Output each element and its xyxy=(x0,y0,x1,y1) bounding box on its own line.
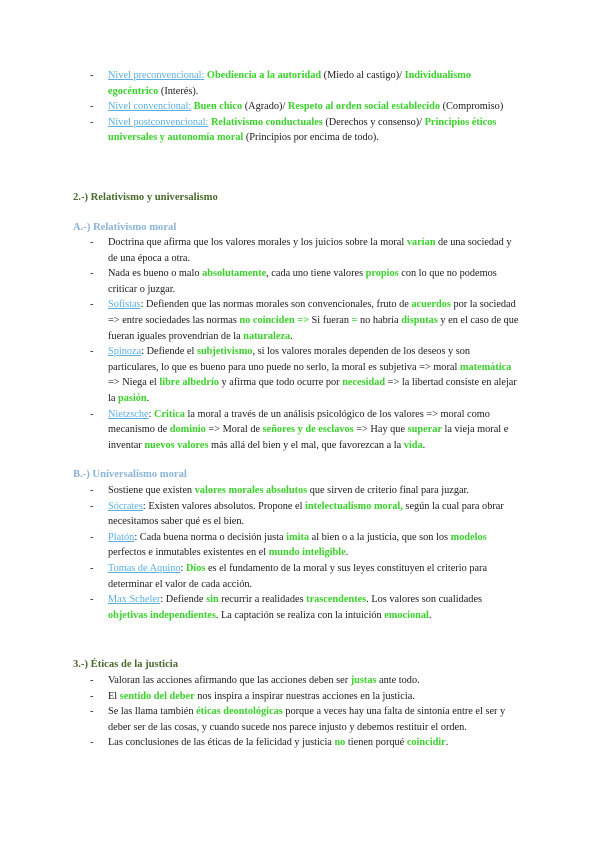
text-segment: : Cada buena norma o decisión justa xyxy=(134,531,287,543)
bullet-dash: - xyxy=(90,737,94,749)
text-segment: : Defiende xyxy=(160,594,207,606)
list-item xyxy=(90,530,522,561)
highlight-term: Dios xyxy=(185,562,206,574)
list-item xyxy=(90,704,522,735)
text-segment: Nada es bueno o malo xyxy=(108,268,203,280)
list-item xyxy=(90,483,522,499)
text-segment: la vieja moral e inventar xyxy=(108,424,509,451)
text-segment: Sostiene que existen xyxy=(108,485,195,496)
highlight-term: mundo inteligible xyxy=(268,547,346,559)
text-segment: al bien o a la justicia, que son los xyxy=(309,531,451,543)
text-segment: tienen porqué xyxy=(345,737,407,749)
text-segment: por la sociedad => entre sociedades las normas xyxy=(108,299,516,326)
text-segment: . Los valores son cualidades xyxy=(366,594,483,606)
text-segment: : Defienden que las normas morales son convencionales, fruto de xyxy=(140,299,412,311)
text-segment: Las conclusiones de las éticas de la felicidad y justicia xyxy=(108,737,335,749)
author-name: Nivel preconvencional: xyxy=(108,70,205,81)
author-name: Platón xyxy=(108,531,135,543)
text-segment: . xyxy=(146,392,150,404)
text-segment: => Hay que xyxy=(353,424,408,436)
bullet-dash: - xyxy=(90,101,94,113)
highlight-term: pasión xyxy=(118,392,147,404)
author-name: Nivel convencional: xyxy=(108,101,192,113)
section-b-heading: B.-) Universalismo moral xyxy=(73,469,187,480)
text-segment: (Principios por encima de todo). xyxy=(243,132,379,144)
highlight-term: sin xyxy=(206,594,219,606)
list-item xyxy=(90,99,522,115)
section-a-heading: A.-) Relativismo moral xyxy=(73,222,177,233)
highlight-term: absolutamente xyxy=(202,268,267,280)
text-segment: ante todo. xyxy=(376,675,420,686)
text-segment: según la cual para obrar necesitamos saber qué es el bien. xyxy=(108,500,504,528)
highlight-term: subjetivismo xyxy=(196,346,253,358)
text-segment: la moral a través de un análisis psicológico de los valores => moral como mecanismo de xyxy=(108,408,490,436)
highlight-term: necesidad xyxy=(342,377,386,389)
bullet-dash: - xyxy=(90,500,94,512)
text-segment: con lo que no podemos criticar o juzgar. xyxy=(108,268,497,295)
text-segment: (Agrado)/ xyxy=(242,101,288,113)
text-segment: : xyxy=(148,408,155,420)
highlight-term: emocional xyxy=(384,609,429,621)
universalism-list xyxy=(90,483,522,623)
author-name: Max Scheler xyxy=(108,594,161,606)
section-2-heading: 2.-) Relativismo y universalismo xyxy=(73,192,218,203)
text-segment: => Niega el xyxy=(108,377,160,389)
highlight-term: Critica xyxy=(154,408,185,420)
text-segment: (Interés). xyxy=(158,85,199,97)
list-item xyxy=(90,499,522,530)
bullet-dash: - xyxy=(90,675,94,686)
list-item xyxy=(90,407,522,454)
bullet-dash: - xyxy=(90,116,94,128)
highlight-term: dominio xyxy=(169,424,206,436)
text-segment: nos inspira a inspirar nuestras acciones en la justicia. xyxy=(194,690,415,702)
highlight-term: Principios éticos universales y autonomía moral xyxy=(108,116,497,144)
author-name: Spinoza xyxy=(108,346,142,358)
text-segment: es el fundamento de la moral y sus leyes constituyen el criterio para determinar el valor de cada acción. xyxy=(108,562,488,590)
text-segment: . xyxy=(445,737,449,749)
bullet-dash: - xyxy=(90,346,94,358)
bullet-dash: - xyxy=(90,690,94,702)
highlight-term: Individualismo egocéntrico xyxy=(108,70,471,97)
list-item xyxy=(90,561,522,592)
text-segment: . xyxy=(428,609,432,621)
highlight-term: señores y de esclavos xyxy=(262,424,354,436)
highlight-term: trascendentes xyxy=(306,594,367,606)
list-item xyxy=(90,68,522,99)
relativism-list xyxy=(90,235,522,453)
text-segment: y afirma que todo ocurre por xyxy=(218,377,343,389)
highlight-term: nuevos valores xyxy=(144,439,209,451)
highlight-term: = xyxy=(351,314,358,326)
justice-ethics-list xyxy=(90,673,522,751)
highlight-term: objetivas independientes xyxy=(108,609,216,621)
highlight-term: naturaleza xyxy=(243,330,291,342)
bullet-dash: - xyxy=(90,531,94,543)
bullet-dash: - xyxy=(90,268,94,280)
highlight-term: intelectualismo moral, xyxy=(305,500,403,512)
highlight-term: modelos xyxy=(450,531,487,543)
text-segment: El xyxy=(108,690,120,702)
highlight-term: Relativismo conductuales xyxy=(208,116,323,128)
text-segment: , si los valores morales dependen de los deseos y son particulares, lo que es bueno para uno puede no serlo, la moral es subjetiva => moral xyxy=(108,346,471,373)
text-segment: perfectos e inmutables existentes en el xyxy=(108,547,269,559)
text-segment: . xyxy=(422,439,426,451)
text-segment: (Derechos y consenso)/ xyxy=(322,116,425,128)
text-segment: que sirven de criterio final para juzgar. xyxy=(307,485,469,496)
text-segment: , cada uno tiene valores xyxy=(266,268,366,280)
text-segment: (Miedo al castigo)/ xyxy=(321,70,405,81)
text-segment: no habría xyxy=(357,314,402,326)
list-item xyxy=(90,266,522,297)
list-item xyxy=(90,673,522,689)
kohlberg-levels-list xyxy=(90,68,522,146)
text-segment: Se las llama también xyxy=(108,706,197,718)
author-name: Nivel postconvencional: xyxy=(108,116,209,128)
list-item xyxy=(90,344,522,406)
text-segment: porque a veces hay una falta de sintonía entre el ser y deber ser de las cosas, y cuando sucede nos parece injusto y debemos restituir el orden. xyxy=(108,706,506,733)
text-segment: Doctrina que afirma que los valores morales y los juicios sobre la moral xyxy=(108,237,407,248)
highlight-term: imita xyxy=(286,531,310,543)
text-segment: : Existen valores absolutos. Propone el xyxy=(142,500,306,512)
bullet-dash: - xyxy=(90,485,94,496)
highlight-term: acuerdos xyxy=(411,299,451,311)
highlight-term: libre albedrío xyxy=(159,377,219,389)
text-segment: y en el caso de que fueran iguales provendrían de la xyxy=(108,314,519,342)
highlight-term: Buen chico xyxy=(191,101,243,113)
author-name: Sofistas xyxy=(108,299,141,311)
bullet-dash: - xyxy=(90,408,94,420)
text-segment: de una sociedad y de una época a otra. xyxy=(108,237,512,264)
text-segment: => Moral de xyxy=(205,424,263,436)
highlight-term: coincidir xyxy=(406,737,446,749)
text-segment: . xyxy=(290,330,293,342)
highlight-term: valores morales absolutos xyxy=(194,485,308,496)
bullet-dash: - xyxy=(90,299,94,311)
list-item xyxy=(90,689,522,705)
bullet-dash: - xyxy=(90,706,94,718)
author-name: Sócrates xyxy=(108,500,143,512)
highlight-term: Respeto al orden social establecido xyxy=(287,101,441,113)
highlight-term: disputas xyxy=(401,314,438,326)
author-name: Nietzsche xyxy=(108,408,149,420)
highlight-term: éticas deontológicas xyxy=(196,706,283,718)
text-segment: => la libertad consiste en alejar la xyxy=(108,377,517,404)
author-name: Tomas de Aquino xyxy=(108,562,181,574)
highlight-term: no xyxy=(334,737,346,749)
highlight-term: vida xyxy=(403,439,423,451)
list-item xyxy=(90,735,522,751)
highlight-term: propios xyxy=(365,268,399,280)
highlight-term: matemática xyxy=(459,361,512,373)
highlight-term: no coinciden => xyxy=(239,314,309,326)
highlight-term: justas xyxy=(350,675,377,686)
section-3-heading: 3.-) Éticas de la justicia xyxy=(73,659,179,670)
text-segment: recurrir a realidades xyxy=(218,594,307,606)
highlight-term: Obediencia a la autoridad xyxy=(204,70,322,81)
list-item xyxy=(90,592,522,623)
text-segment: (Compromiso) xyxy=(440,101,504,113)
list-item xyxy=(90,297,522,344)
text-segment: : Defiende el xyxy=(141,346,197,358)
bullet-dash: - xyxy=(90,237,94,248)
list-item xyxy=(90,115,522,146)
bullet-dash: - xyxy=(90,562,94,574)
list-item xyxy=(90,235,522,266)
text-segment: Si fueran xyxy=(308,314,352,326)
text-segment: : xyxy=(180,562,186,574)
bullet-dash: - xyxy=(90,70,94,81)
highlight-term: varían xyxy=(406,237,436,248)
text-segment: . La captación se realiza con la intuición xyxy=(215,609,385,621)
text-segment: Valoran las acciones afirmando que las acciones deben ser xyxy=(108,675,351,686)
text-segment: más allá del bien y el mal, que favorezcan a la xyxy=(208,439,404,451)
highlight-term: sentido del deber xyxy=(119,690,195,702)
text-segment: . xyxy=(345,547,349,559)
bullet-dash: - xyxy=(90,594,94,606)
highlight-term: superar xyxy=(407,424,442,436)
